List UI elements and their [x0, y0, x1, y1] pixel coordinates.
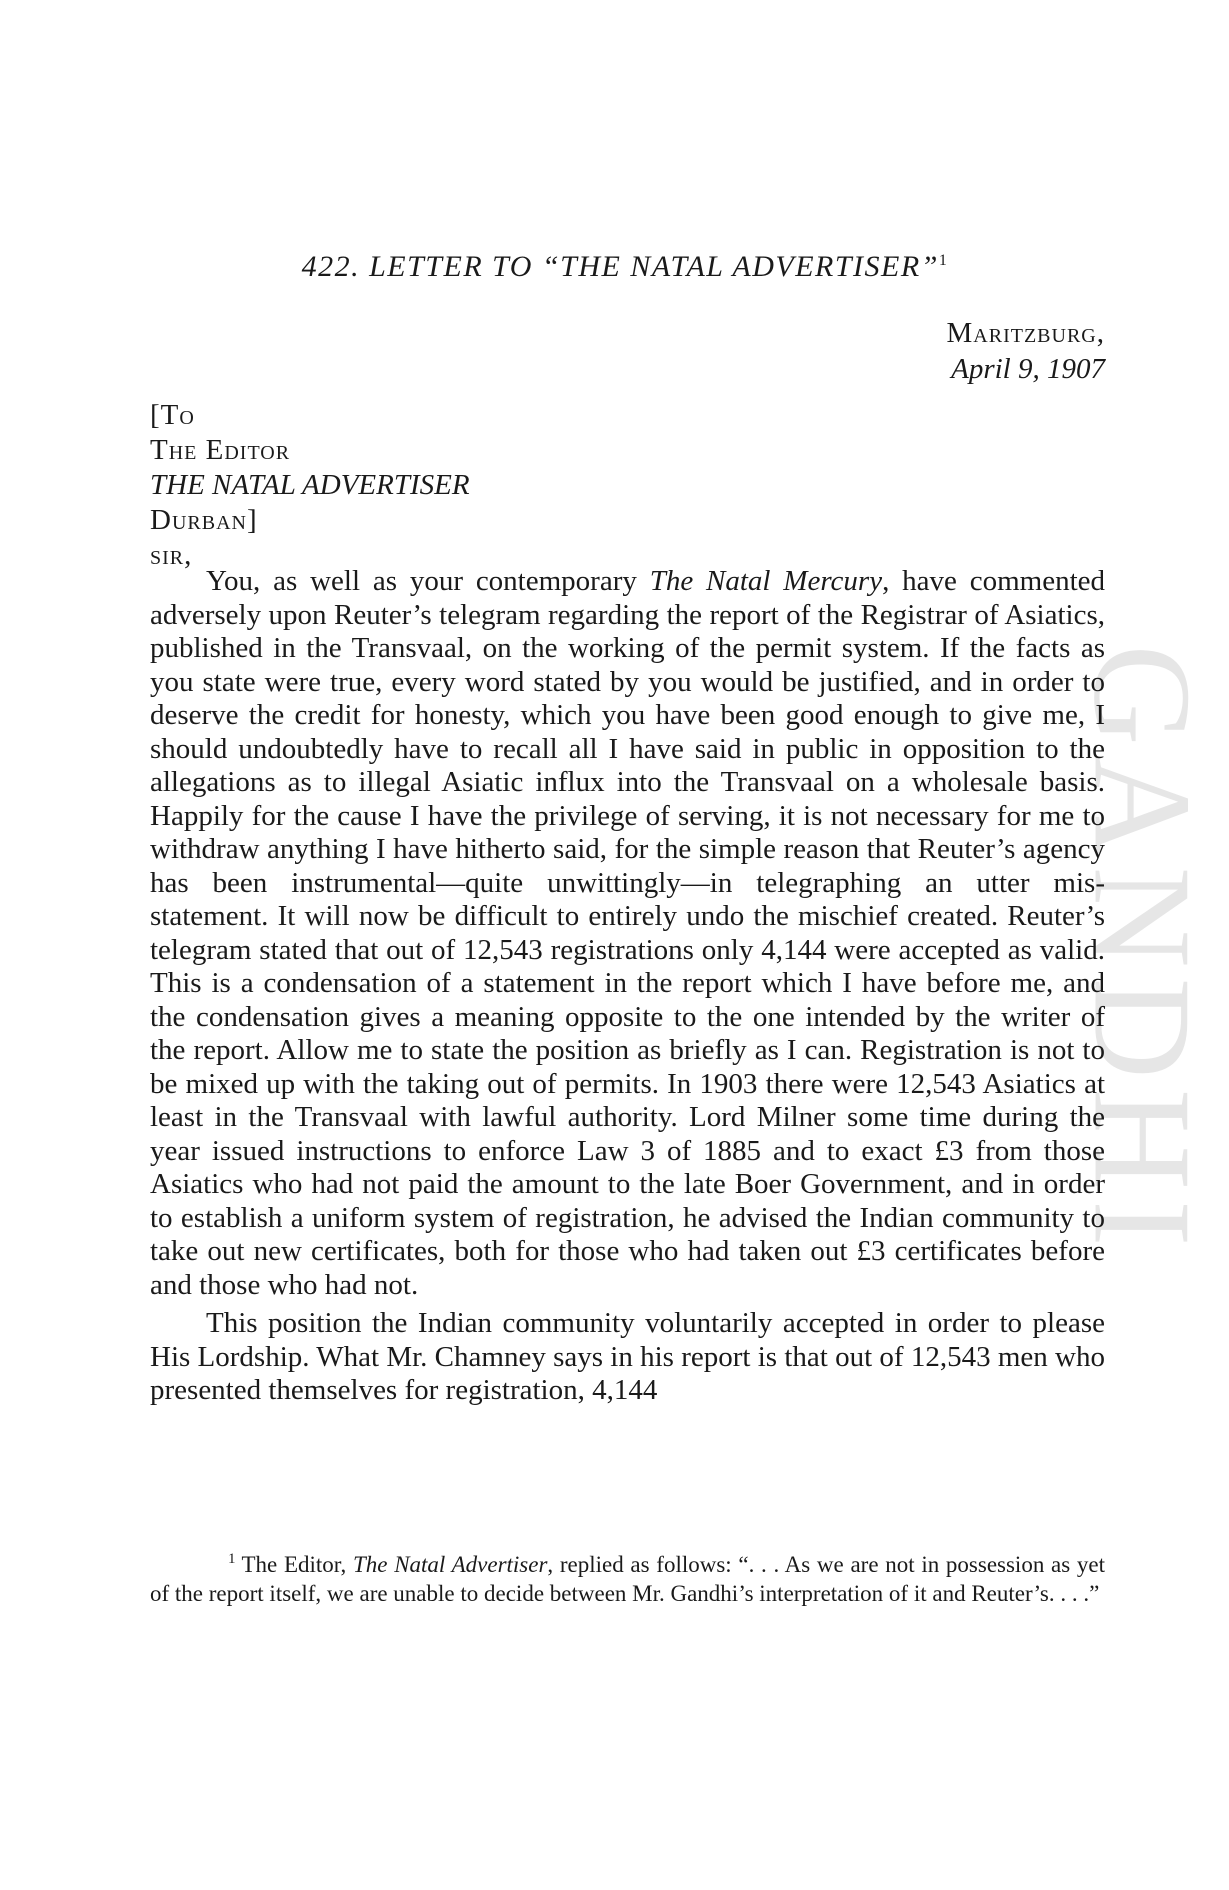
letter-title: LETTER TO “THE NATAL ADVERTISER”: [369, 250, 939, 283]
paragraph-1: [150, 565, 1105, 1302]
address-city: Durban]: [150, 504, 258, 536]
paragraph-1-start: You, as well as your contemporary: [206, 565, 650, 597]
watermark-text: GANDHI: [1064, 643, 1220, 1257]
footnote-text: [150, 1550, 1105, 1608]
date: April 9, 1907: [951, 353, 1105, 385]
letter-number: 422.: [301, 250, 361, 283]
heading-footnote-ref: 1: [938, 252, 949, 269]
place: Maritzburg,: [946, 317, 1105, 349]
letter-heading: [150, 250, 1100, 284]
address-editor: The Editor: [150, 434, 291, 466]
address-paper: THE NATAL ADVERTISER: [150, 469, 470, 501]
paragraph-2: This position the Indian community voluntarily accepted in order to please His Lordship. What Mr. Chamney says in his report is that out of 12,543 men who presented themselves for registration, 4,144: [150, 1307, 1105, 1406]
paper-name-mercury: The Natal Mercury: [649, 565, 883, 597]
address-to: [To: [150, 399, 195, 431]
footnote-rest: , replied as follows: “. . . As we are not in possession as yet of the report itself, we are unable to decide between Mr. Gandhi’s interpretation of it and Reuter’s. . . .”: [150, 1552, 1105, 1606]
address-block: [150, 398, 470, 573]
paragraph-1-rest: , have commented adversely upon Reuter’s telegram regarding the report of the Registrar of Asiatics, published in the Transvaal, on the working of the permit system. If the facts as you state were true, every word stated by you would be justified, and in order to deserve the credit for honesty, which you have been good enough to give me, I should undoubtedly have to recall all I have said in public in opposition to the allegations as to illegal Asiatic influx into the Transvaal on a wholesale basis. Happily for the cause I have the privilege of serving, it is not necessary for me to withdraw anything I have hitherto said, for the simple reason that Reuter’s agency has been instrumental—quite unwittingly—in telegraphing an utter mis-statement. It will now be difficult to entirely undo the mischief created. Reuter’s telegram stated that out of 12,543 registrations only 4,144 were accepted as valid. This is a condensation of a statement in the report which I have before me, and the condensation gives a meaning opposite to the one intended by the writer of the report. Allow me to state the position as briefly as I can. Registration is not to be mixed up with the taking out of permits. In 1903 there were 12,543 Asiatics at least in the Transvaal with lawful authority. Lord Milner some time during the year issued instructions to enforce Law 3 of 1885 and to exact £3 from those Asiatics who had not paid the amount to the late Boer Government, and in order to establish a uniform system of registration, he advised the Indian community to take out new certificates, both for those who had taken out £3 certificates before and those who had not.: [150, 565, 1105, 1301]
salutation: sir,: [150, 539, 193, 571]
letter-body: [150, 565, 1105, 1408]
footnote: [150, 1550, 1105, 1608]
footnote-paper-name: The Natal Advertiser: [352, 1552, 548, 1577]
footnote-start: The Editor,: [241, 1552, 353, 1577]
place-date-block: [947, 315, 1105, 387]
footnote-marker: 1: [228, 1551, 236, 1568]
